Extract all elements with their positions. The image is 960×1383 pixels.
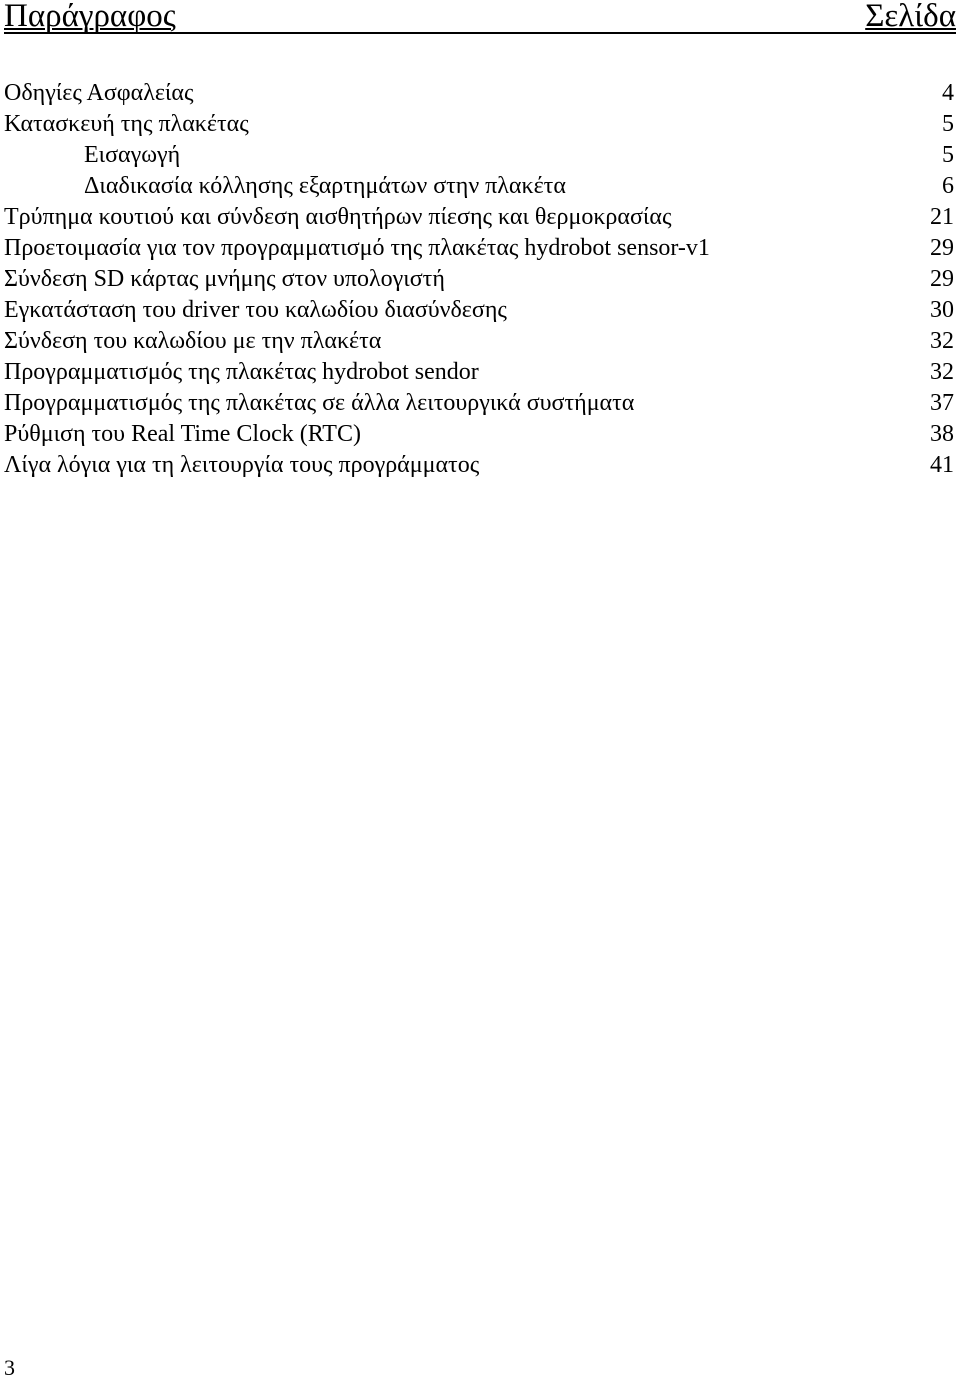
- toc-entry-title: Προγραμματισμός της πλακέτας σε άλλα λειτουργικά συστήματα: [4, 390, 635, 416]
- toc-entry-page: 41: [930, 452, 954, 478]
- toc-entry-page: 32: [930, 359, 954, 385]
- toc-entry: [4, 295, 954, 326]
- toc-header: [4, 0, 956, 34]
- toc-entry-title: Προγραμματισμός της πλακέτας hydrobot sendor: [4, 359, 479, 385]
- toc-entry-title: Σύνδεση SD κάρτας μνήμης στον υπολογιστή: [4, 266, 445, 292]
- toc-entry: [4, 264, 954, 295]
- toc-entry-title: Προετοιμασία για τον προγραμματισμό της πλακέτας hydrobot sensor-v1: [4, 235, 710, 261]
- toc-entry-title: Εισαγωγή: [84, 142, 181, 168]
- toc-entry-page: 32: [930, 328, 954, 354]
- toc-entry-title: Οδηγίες Ασφαλείας: [4, 80, 194, 106]
- toc-entry-page: 6: [942, 173, 954, 199]
- toc-entry-page: 38: [930, 421, 954, 447]
- toc-entry-page: 29: [930, 266, 954, 292]
- toc-entry-page: 5: [942, 111, 954, 137]
- toc-entry-page: 21: [930, 204, 954, 230]
- toc-subentry: [4, 171, 954, 202]
- toc-entry-title: Εγκατάσταση του driver του καλωδίου διασύνδεσης: [4, 297, 507, 323]
- toc-entry-page: 30: [930, 297, 954, 323]
- toc-entry: [4, 233, 954, 264]
- header-page-label: Σελίδα: [865, 0, 956, 34]
- toc-entry-page: 4: [942, 80, 954, 106]
- toc-entry-title: Τρύπημα κουτιού και σύνδεση αισθητήρων πίεσης και θερμοκρασίας: [4, 204, 672, 230]
- toc-entry-page: 5: [942, 142, 954, 168]
- toc-entry: [4, 202, 954, 233]
- header-paragraph-label: Παράγραφος: [4, 0, 176, 34]
- toc-subentry: [4, 140, 954, 171]
- toc-entry-title: Διαδικασία κόλλησης εξαρτημάτων στην πλακέτα: [84, 173, 566, 199]
- toc-entry: [4, 388, 954, 419]
- toc-entry: [4, 419, 954, 450]
- table-of-contents: [4, 78, 954, 481]
- toc-entry: [4, 450, 954, 481]
- toc-entry-title: Ρύθμιση του Real Time Clock (RTC): [4, 421, 361, 447]
- toc-entry: [4, 326, 954, 357]
- page-number: 3: [4, 1355, 15, 1380]
- toc-entry-page: 29: [930, 235, 954, 261]
- toc-entry-title: Κατασκευή της πλακέτας: [4, 111, 249, 137]
- toc-entry: [4, 357, 954, 388]
- toc-entry: [4, 109, 954, 140]
- toc-entry-title: Λίγα λόγια για τη λειτουργία τους προγράμματος: [4, 452, 480, 478]
- toc-entry: [4, 78, 954, 109]
- toc-entry-title: Σύνδεση του καλωδίου με την πλακέτα: [4, 328, 382, 354]
- toc-entry-page: 37: [930, 390, 954, 416]
